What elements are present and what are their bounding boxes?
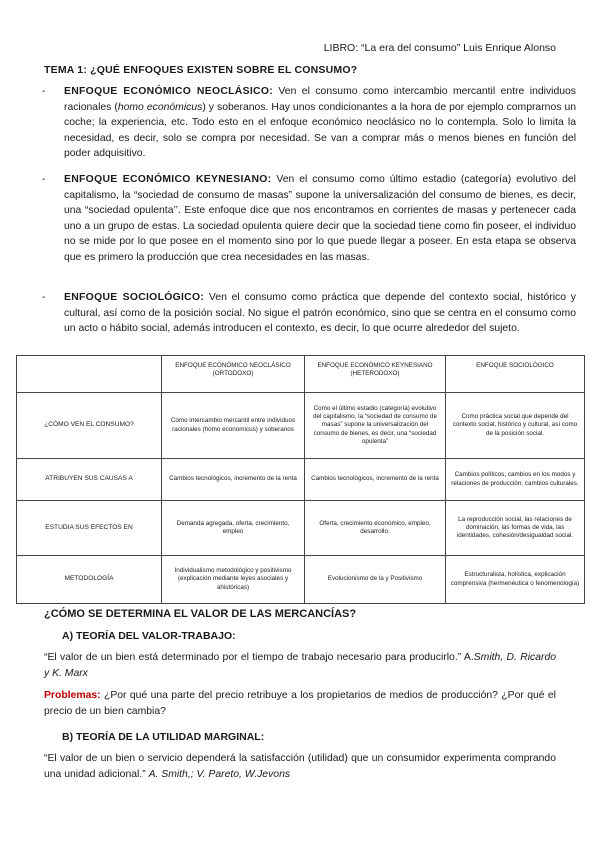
topic-title: TEMA 1: ¿QUÉ ENFOQUES EXISTEN SOBRE EL CONSUMO? [44,64,358,76]
table-cell: La reproducción social, las relaciones de dominación, las formas de vida, las identidades, cohesión/desigualdad social. [446,501,585,556]
table-header-row [17,356,585,393]
theory-a-quote [44,650,556,681]
table-header-cell [17,356,162,393]
approach-neoclassical [44,84,576,162]
table-cell: Cambios tecnológicos, incremento de la renta [305,459,446,501]
problems-text: ¿Por qué una parte del precio retribuye a los propietarios de medios de producción? ¿Por qué el precio de un bien cambia? [44,690,556,717]
bullet-dash: - [42,86,46,97]
approach-lead: ENFOQUE SOCIOLÓGICO: [64,292,205,303]
approach-text: ) y soberanos. Hay unos condicionantes a la hora de por ejemplo comprarnos un coche; la experiencia, etc. Todo esto en el enfoque económico neoclásico no lo contempla. Solo lo limita la necesidad, es decir, solo se compra por necesidad. Se van a comprar más o menos bienes en función del poder adquisitivo. [64,101,576,160]
row-label: ESTUDIA SUS EFECTOS EN [17,501,162,556]
approach-lead: ENFOQUE ECONÓMICO NEOCLÁSICO: [64,86,273,97]
approach-text: Ven el consumo como último estadio (categoría) evolutivo del capitalismo, la “sociedad de consumo de masas” supone la universalización del consumo de bienes, es decir, una “sociedad opulenta’’. Este enfoque dice que nos encontramos en corrientes de masas y pertenecer cada uno a un grupo de estas. La sociedad opulenta quiere decir que la sociedad tiene como fin poseer, el individuo no se mide por lo que posee en el momento sino por lo que puede llegar a poseer. En esta etapa se observa que es primero la producción que crea necesidades en las masas. [64,174,576,263]
table-cell: Cambios políticos, cambios en los modos y relaciones de producción; cambios culturales. [446,459,585,501]
section-title: ¿CÓMO SE DETERMINA EL VALOR DE LAS MERCANCÍAS? [44,608,357,620]
table-cell: Evolucionismo de la y Positivismo [305,556,446,604]
approach-text: Ven el consumo como intercambio mercantil entre individuos racionales ( [64,86,576,113]
row-label: ATRIBUYEN SUS CAUSAS A [17,459,162,501]
table-row [17,501,585,556]
theory-a-problems [44,688,556,719]
table-cell: Oferta, crecimiento económico, empleo, desarrollo. [305,501,446,556]
approach-keynesian [44,172,576,266]
row-label: METODOLOGÍA [17,556,162,604]
table-header-cell: ENFOQUE ECONÓMICO NEOCLÁSICO (ORTODOXO) [162,356,305,393]
table-cell: Como el último estadio (categoría) evolutivo del capitalismo, la “sociedad de consumo de masas” supone la universalización del consumo de bienes, es decir, una “sociedad opulenta” [305,393,446,459]
table-cell: Estructuralista, holística, explicación comprensiva (hermenéutica o fenomenología) [446,556,585,604]
bullet-dash: - [42,292,46,303]
table-cell: Demanda agregada, oferta, crecimiento, empleo [162,501,305,556]
row-label: ¿CÓMO VEN EL CONSUMO? [17,393,162,459]
problems-label: Problemas: [44,690,101,701]
theory-b-quote [44,751,556,782]
table-cell: Cambios tecnológicos, incremento de la renta [162,459,305,501]
table-header-cell: ENFOQUE ECONÓMICO KEYNESIANO (HETERODOXO) [305,356,446,393]
approach-sociological [44,290,576,337]
bullet-dash: - [42,174,46,185]
approach-lead: ENFOQUE ECONÓMICO KEYNESIANO: [64,174,272,185]
table-row [17,459,585,501]
table-cell: Como práctica social que depende del contexto social, histórico y cultural, así como de la posición social. [446,393,585,459]
table-header-cell: ENFOQUE SOCIOLÓGICO [446,356,585,393]
comparison-table [16,355,585,604]
approach-italic: homo económicus [117,101,203,113]
table-cell: Individualismo metodológico y positivismo (explicación mediante leyes asociales y ahistóricas) [162,556,305,604]
approach-text: Ven el consumo como práctica que depende del contexto social, histórico y cultural, así como de la posición social. No sigue el patrón económico, sino que se centra en el consumo como un acto o hábito social, además introducen el contexto, es decir, lo que ocurre alrededor del sujeto. [64,292,576,335]
quote-authors: Smith, D. Ricardo y K. Marx [44,652,556,679]
quote-text: “El valor de un bien está determinado por el tiempo de trabajo necesario para producirlo.” A. [44,652,474,663]
theory-a-title: A) TEORÍA DEL VALOR-TRABAJO: [62,630,236,642]
book-header: LIBRO: “La era del consumo” Luis Enrique Alonso [323,42,556,54]
theory-b-title: B) TEORÍA DE LA UTILIDAD MARGINAL: [62,731,265,743]
table-cell: Como intercambio mercantil entre individuos racionales (homo economicus) y soberanos [162,393,305,459]
quote-authors: A. Smith,; V. Pareto, W.Jevons [148,768,291,780]
table-row [17,556,585,604]
table-row [17,393,585,459]
quote-text: “El valor de un bien o servicio dependerá la satisfacción (utilidad) que un consumidor experimenta comprando una unidad adicional.” [44,753,556,780]
